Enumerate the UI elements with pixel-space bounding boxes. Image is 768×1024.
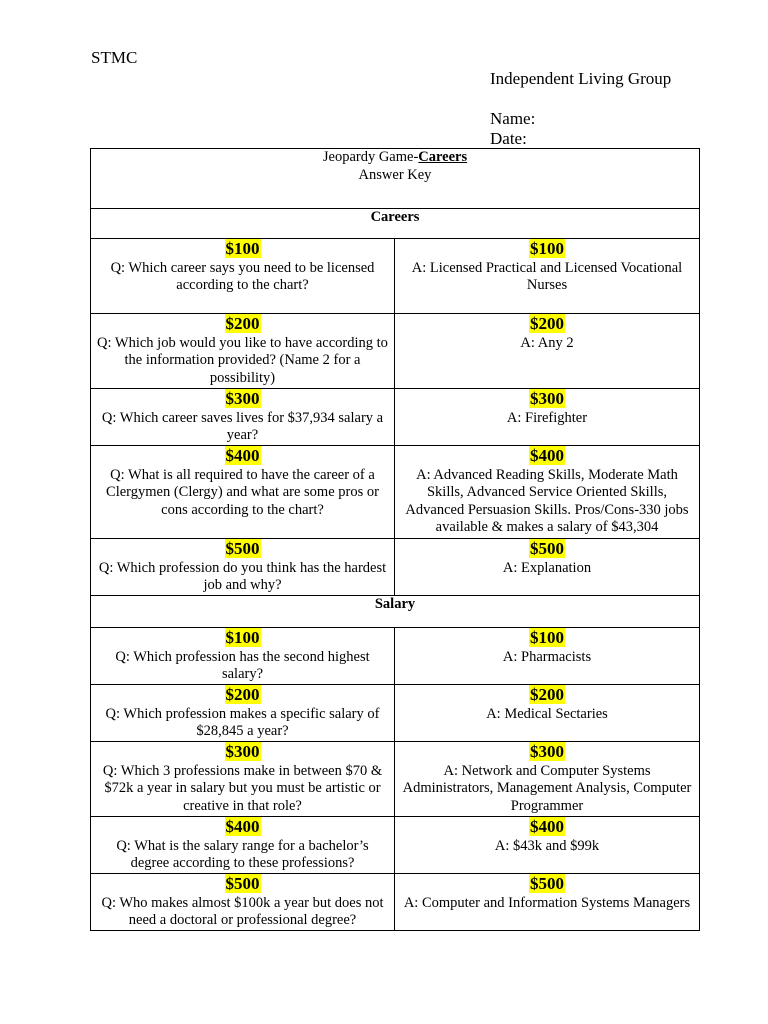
amount-badge: $500 [225,539,260,558]
question-cell [91,389,395,446]
question-cell [91,817,395,874]
title-subtitle: Answer Key [358,166,432,183]
question-text: Q: Who makes almost $100k a year but does not need a doctoral or professional degree? [101,894,384,928]
amount-badge: $200 [530,685,564,704]
table-row [91,628,700,685]
section-heading-salary: Salary [91,596,700,628]
answer-cell [395,389,700,446]
table-row [91,389,700,446]
section-heading-careers: Careers [91,209,700,239]
amount-badge: $100 [225,628,260,647]
question-text: Q: What is the salary range for a bachelor’s degree according to these professions? [116,837,369,871]
answer-text: A: $43k and $99k [494,837,600,854]
amount-badge: $400 [225,817,260,836]
answer-text: A: Network and Computer Systems Administrators, Management Analysis, Computer Programmer [402,762,692,814]
table-row [91,817,700,874]
question-text: Q: Which career says you need to be licensed according to the chart? [110,259,375,293]
question-cell [91,314,395,389]
answer-text: A: Explanation [502,559,592,576]
amount-badge: $400 [225,446,260,465]
answer-text: A: Firefighter [506,409,588,426]
question-cell [91,539,395,596]
question-cell [91,685,395,742]
answer-cell [395,314,700,389]
amount-badge: $300 [530,389,564,408]
answer-cell [395,539,700,596]
question-cell [91,239,395,314]
question-text: Q: Which job would you like to have according to the information provided? (Name 2 for a possibility) [97,334,388,386]
answer-cell [395,817,700,874]
answer-text: A: Licensed Practical and Licensed Vocational Nurses [411,259,683,293]
answer-text: A: Any 2 [520,334,574,351]
amount-badge: $100 [530,628,564,647]
table-row [91,446,700,539]
answer-text: A: Advanced Reading Skills, Moderate Math Skills, Advanced Service Oriented Skills, Advanced Persuasion Skills. Pros/Cons-330 jobs available & makes a salary of $43,304 [405,466,689,535]
amount-badge: $500 [530,874,564,893]
answer-cell [395,874,700,931]
amount-badge: $500 [225,874,260,893]
answer-cell [395,239,700,314]
question-text: Q: What is all required to have the career of a Clergymen (Clergy) and what are some pros or cons according to the chart? [106,466,379,518]
amount-badge: $200 [225,685,260,704]
table-row [91,539,700,596]
group-name: Independent Living Group [490,69,672,88]
amount-badge: $300 [530,742,564,761]
question-text: Q: Which 3 professions make in between $70 & $72k a year in salary but you must be artistic or creative in that role? [102,762,383,814]
amount-badge: $200 [225,314,260,333]
amount-badge: $300 [225,389,260,408]
amount-badge: $300 [225,742,260,761]
question-text: Q: Which profession has the second highest salary? [115,648,370,682]
answer-cell [395,446,700,539]
name-label: Name: [490,109,536,128]
amount-badge: $500 [530,539,564,558]
answer-text: A: Medical Sectaries [486,705,608,722]
question-cell [91,874,395,931]
question-cell [91,742,395,817]
amount-badge: $200 [530,314,564,333]
question-cell [91,628,395,685]
title-prefix: Jeopardy Game- [322,149,419,165]
title-topic: Careers [418,149,468,165]
table-row [91,239,700,314]
answer-key-table [90,148,700,931]
table-row [91,874,700,931]
question-text: Q: Which career saves lives for $37,934 salary a year? [101,409,384,443]
amount-badge: $100 [225,239,260,258]
question-text: Q: Which profession do you think has the hardest job and why? [98,559,387,593]
amount-badge: $400 [530,817,564,836]
answer-text: A: Pharmacists [502,648,592,665]
org-name: STMC [91,48,138,67]
document-title [91,149,700,209]
question-cell [91,446,395,539]
question-text: Q: Which profession makes a specific salary of $28,845 a year? [105,705,380,739]
answer-text: A: Computer and Information Systems Managers [403,894,691,911]
answer-cell [395,628,700,685]
amount-badge: $400 [530,446,564,465]
answer-cell [395,742,700,817]
table-row [91,314,700,389]
answer-cell [395,685,700,742]
amount-badge: $100 [530,239,564,258]
date-label: Date: [490,129,527,148]
table-row [91,685,700,742]
table-row [91,742,700,817]
